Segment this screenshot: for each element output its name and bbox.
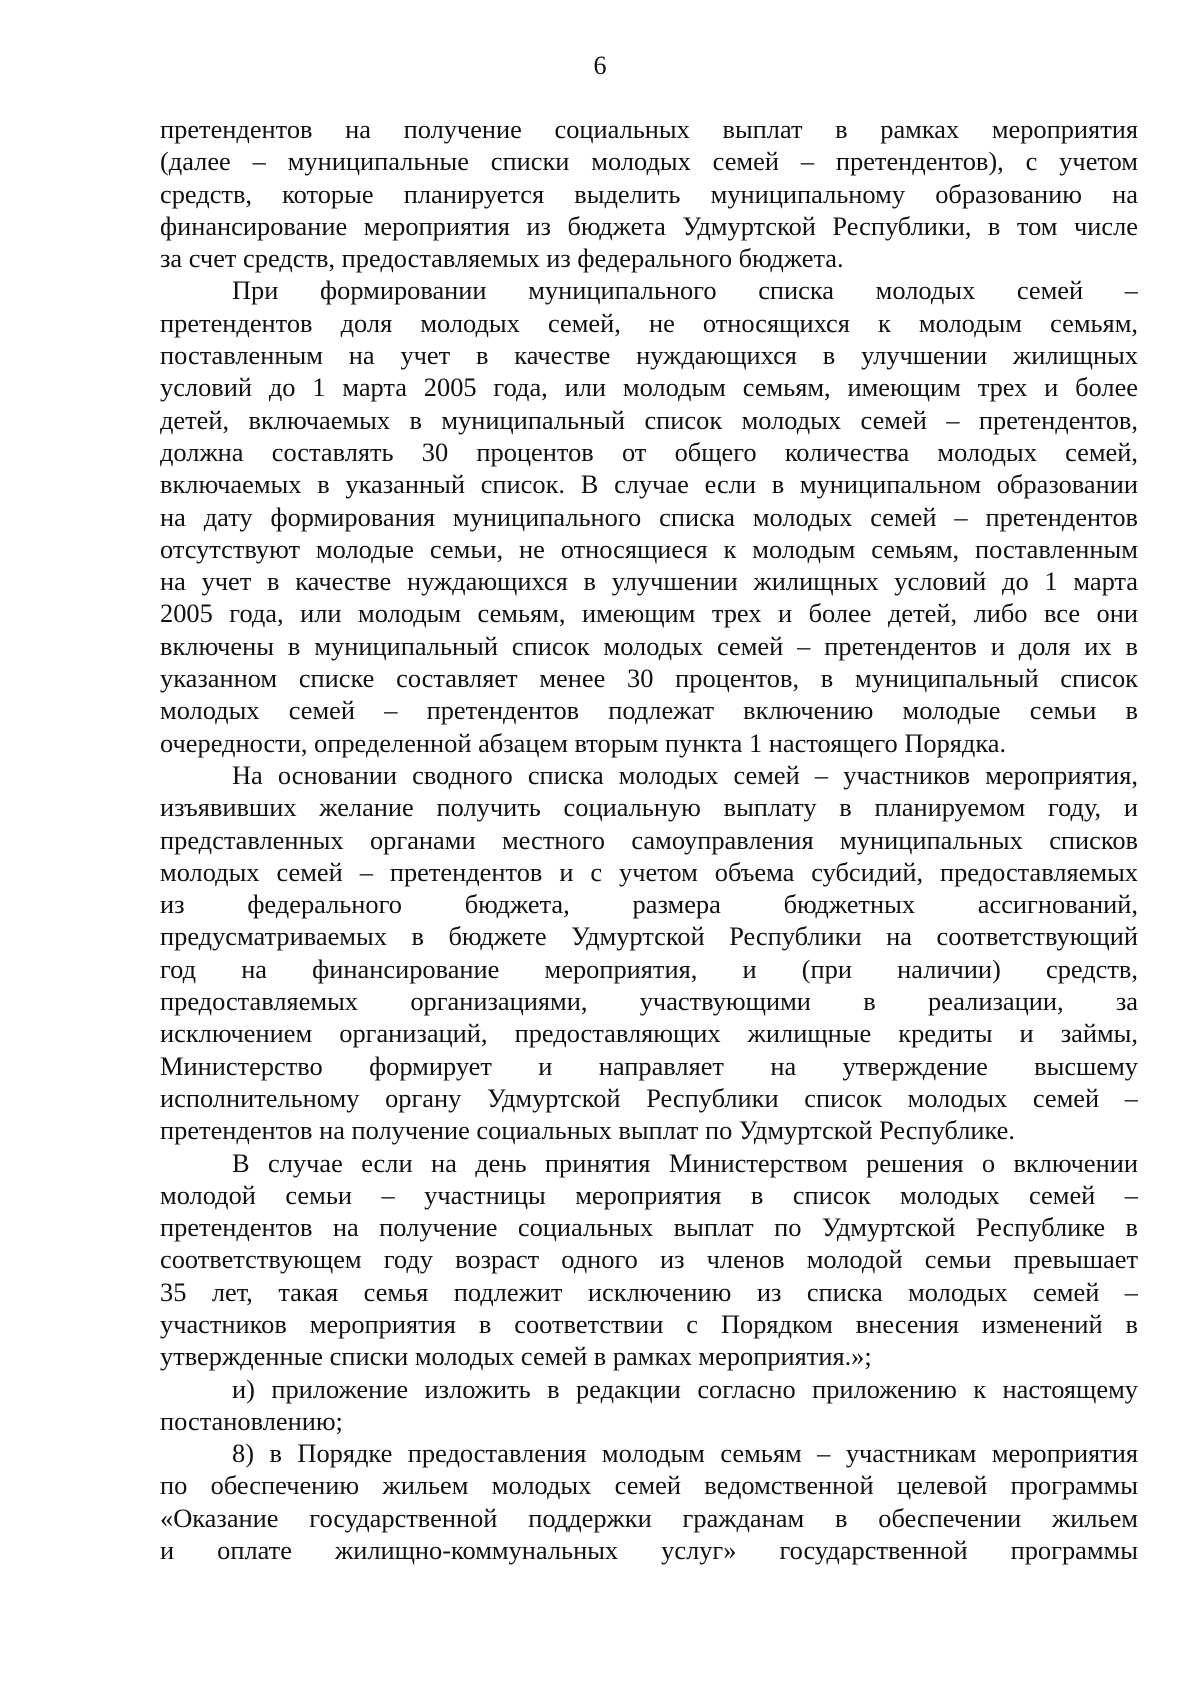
text-line: претендентов на получение социальных выплат по Удмуртской Республике. bbox=[160, 1115, 1015, 1146]
text-line: отсутствуют молодые семьи, не относящиеся к молодым семьям, поставленным bbox=[160, 533, 1138, 564]
text-line: молодой семьи – участницы мероприятия в список молодых семей – bbox=[160, 1179, 1138, 1210]
text-line: поставленным на учет в качестве нуждающихся в улучшении жилищных bbox=[160, 340, 1138, 371]
text-line: условий до 1 марта 2005 года, или молодым семьям, имеющим трех и более bbox=[160, 372, 1138, 403]
document-body bbox=[160, 113, 1138, 1566]
text-line: соответствующем году возраст одного из членов молодой семьи превышает bbox=[160, 1244, 1138, 1275]
text-line: и) приложение изложить в редакции согласно приложению к настоящему bbox=[232, 1373, 1138, 1404]
text-line: на учет в качестве нуждающихся в улучшении жилищных условий до 1 марта bbox=[160, 566, 1138, 597]
text-line: указанном списке составляет менее 30 процентов, в муниципальный список bbox=[160, 663, 1138, 694]
text-line: из федерального бюджета, размера бюджетных ассигнований, bbox=[160, 889, 1138, 920]
text-line: 35 лет, такая семья подлежит исключению из списка молодых семей – bbox=[160, 1276, 1138, 1307]
text-line: В случае если на день принятия Министерством решения о включении bbox=[232, 1147, 1138, 1178]
text-line: Министерство формирует и направляет на утверждение высшему bbox=[160, 1050, 1138, 1081]
text-line: изъявивших желание получить социальную выплату в планируемом году, и bbox=[160, 792, 1138, 823]
text-line: 2005 года, или молодым семьям, имеющим трех и более детей, либо все они bbox=[160, 598, 1138, 629]
text-line: на дату формирования муниципального списка молодых семей – претендентов bbox=[160, 501, 1138, 532]
text-line: (далее – муниципальные списки молодых семей – претендентов), с учетом bbox=[160, 146, 1138, 177]
text-line: постановлению; bbox=[160, 1405, 343, 1436]
text-line: При формировании муниципального списка молодых семей – bbox=[232, 275, 1138, 306]
text-line: участников мероприятия в соответствии с Порядком внесения изменений в bbox=[160, 1308, 1138, 1339]
text-line: представленных органами местного самоуправления муниципальных списков bbox=[160, 824, 1138, 855]
text-line: средств, которые планируется выделить муниципальному образованию на bbox=[160, 178, 1138, 209]
text-line: включены в муниципальный список молодых семей – претендентов и доля их в bbox=[160, 630, 1138, 661]
text-line: молодых семей – претендентов подлежат включению молодые семьи в bbox=[160, 695, 1138, 726]
text-line: предусматриваемых в бюджете Удмуртской Республики на соответствующий bbox=[160, 921, 1138, 952]
text-line: за счет средств, предоставляемых из федерального бюджета. bbox=[160, 243, 844, 274]
text-line: и оплате жилищно-коммунальных услуг» государственной программы bbox=[160, 1535, 1138, 1566]
text-line: по обеспечению жильем молодых семей ведомственной целевой программы bbox=[160, 1470, 1138, 1501]
text-line: «Оказание государственной поддержки гражданам в обеспечении жильем bbox=[160, 1502, 1138, 1533]
text-line: претендентов доля молодых семей, не относящихся к молодым семьям, bbox=[160, 307, 1138, 338]
text-line: На основании сводного списка молодых семей – участников мероприятия, bbox=[232, 759, 1138, 790]
text-line: предоставляемых организациями, участвующими в реализации, за bbox=[160, 986, 1138, 1017]
text-line: претендентов на получение социальных выплат по Удмуртской Республике в bbox=[160, 1212, 1138, 1243]
text-line: должна составлять 30 процентов от общего количества молодых семей, bbox=[160, 436, 1138, 467]
text-line: исключением организаций, предоставляющих жилищные кредиты и займы, bbox=[160, 1018, 1138, 1049]
text-line: год на финансирование мероприятия, и (при наличии) средств, bbox=[160, 953, 1138, 984]
text-line: включаемых в указанный список. В случае если в муниципальном образовании bbox=[160, 469, 1138, 500]
text-line: 8) в Порядке предоставления молодым семьям – участникам мероприятия bbox=[232, 1438, 1138, 1469]
text-line: утвержденные списки молодых семей в рамках мероприятия.»; bbox=[160, 1341, 872, 1372]
page-number: 6 bbox=[593, 51, 607, 80]
text-line: исполнительному органу Удмуртской Республики список молодых семей – bbox=[160, 1082, 1138, 1113]
text-line: претендентов на получение социальных выплат в рамках мероприятия bbox=[160, 114, 1138, 144]
text-line: финансирование мероприятия из бюджета Удмуртской Республики, в том числе bbox=[160, 210, 1138, 241]
text-line: детей, включаемых в муниципальный список молодых семей – претендентов, bbox=[160, 404, 1138, 435]
text-line: молодых семей – претендентов и с учетом объема субсидий, предоставляемых bbox=[160, 856, 1138, 887]
text-line: очередности, определенной абзацем вторым пункта 1 настоящего Порядка. bbox=[160, 727, 1007, 758]
